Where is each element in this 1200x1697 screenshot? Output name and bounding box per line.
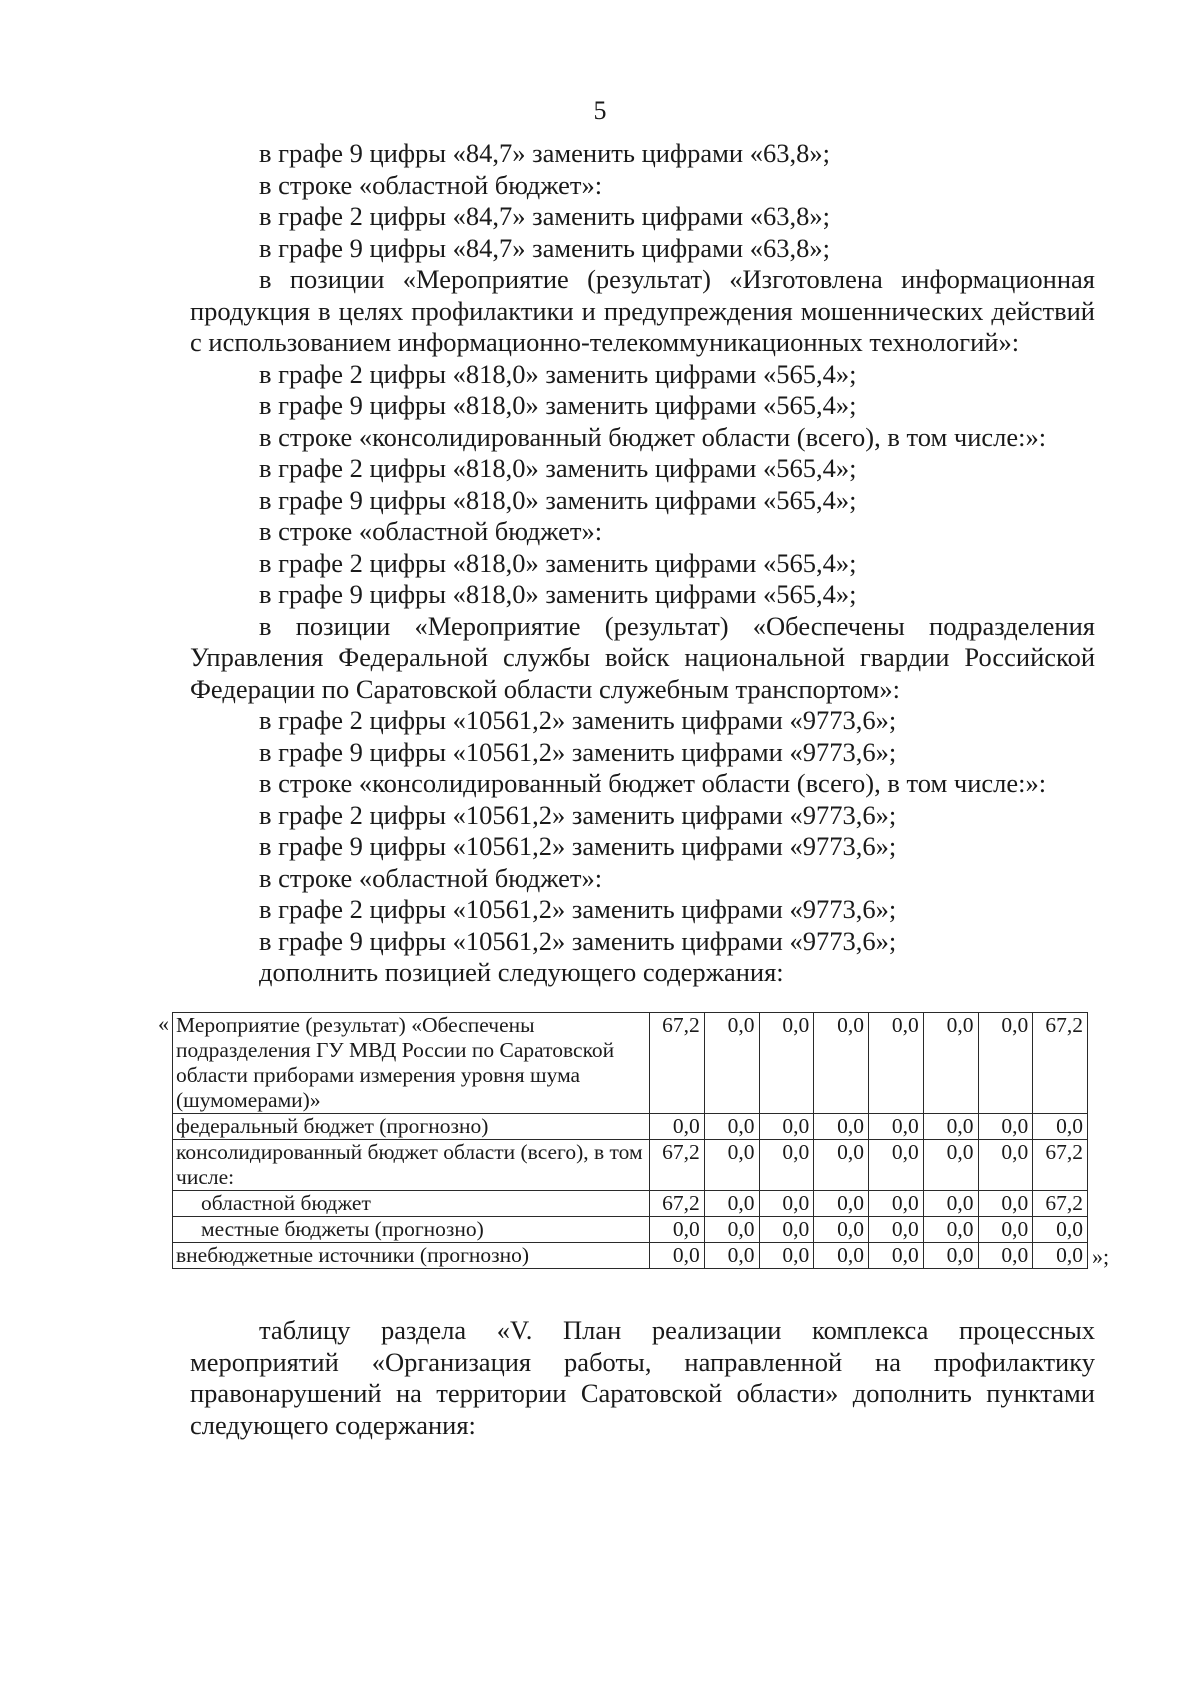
value-cell: 0,0 xyxy=(704,1013,759,1114)
value-cell: 0,0 xyxy=(650,1217,705,1243)
value-cell: 0,0 xyxy=(814,1114,869,1140)
value-cell: 0,0 xyxy=(978,1243,1033,1269)
table-row xyxy=(173,1217,1088,1243)
paragraph-plan-section: таблицу раздела «V. План реализации комплекса процессных мероприятий «Организация работы, направленной на профилактику правонарушений на территории Саратовской области» дополнить пунктами следующего содержания: xyxy=(190,1315,1095,1440)
value-cell: 67,2 xyxy=(1033,1013,1088,1114)
table-row xyxy=(173,1114,1088,1140)
value-cell: 0,0 xyxy=(704,1114,759,1140)
value-cell: 0,0 xyxy=(978,1140,1033,1191)
table-row xyxy=(173,1243,1088,1269)
text-line: в графе 9 цифры «10561,2» заменить цифрами «9773,6»; xyxy=(259,925,897,956)
text-line: в графе 9 цифры «818,0» заменить цифрами «565,4»; xyxy=(259,579,857,609)
value-cell: 0,0 xyxy=(814,1140,869,1191)
text-line: в строке «консолидированный бюджет области (всего), в том числе:»: xyxy=(259,768,1047,798)
value-cell: 0,0 xyxy=(814,1013,869,1114)
value-cell: 0,0 xyxy=(1033,1114,1088,1140)
text-line: в графе 2 цифры «10561,2» заменить цифрами «9773,6»; xyxy=(259,799,897,830)
table-row xyxy=(173,1013,1088,1114)
value-cell: 0,0 xyxy=(923,1191,978,1217)
value-cell: 0,0 xyxy=(923,1243,978,1269)
text-line: дополнить позицией следующего содержания: xyxy=(259,957,784,987)
text-line: в графе 9 цифры «818,0» заменить цифрами «565,4»; xyxy=(259,484,857,515)
value-cell: 0,0 xyxy=(759,1217,814,1243)
text-line: в графе 2 цифры «84,7» заменить цифрами «63,8»; xyxy=(259,201,830,231)
paragraph-position-info-products: в позиции «Мероприятие (результат) «Изготовлена информационная продукция в целях профилактики и предупреждения мошеннических действий с использованием информационно-телекоммуникационных технологий»: xyxy=(190,264,1095,357)
value-cell: 0,0 xyxy=(923,1114,978,1140)
value-cell: 0,0 xyxy=(814,1191,869,1217)
value-cell: 0,0 xyxy=(869,1243,924,1269)
page-number: 5 xyxy=(593,96,607,125)
value-cell: 0,0 xyxy=(923,1217,978,1243)
value-cell: 0,0 xyxy=(1033,1217,1088,1243)
value-cell: 0,0 xyxy=(869,1013,924,1114)
row-label: консолидированный бюджет области (всего), в том числе: xyxy=(173,1140,650,1191)
budget-table xyxy=(172,1012,1088,1269)
value-cell: 0,0 xyxy=(869,1114,924,1140)
text-line: в графе 2 цифры «818,0» заменить цифрами «565,4»; xyxy=(259,358,857,389)
value-cell: 0,0 xyxy=(704,1243,759,1269)
value-cell: 0,0 xyxy=(814,1217,869,1243)
value-cell: 0,0 xyxy=(759,1243,814,1269)
value-cell: 0,0 xyxy=(978,1114,1033,1140)
value-cell: 0,0 xyxy=(759,1013,814,1114)
value-cell: 67,2 xyxy=(1033,1191,1088,1217)
value-cell: 0,0 xyxy=(759,1114,814,1140)
value-cell: 67,2 xyxy=(650,1140,705,1191)
value-cell: 0,0 xyxy=(704,1140,759,1191)
text-line: в графе 9 цифры «818,0» заменить цифрами «565,4»; xyxy=(259,390,857,420)
value-cell: 0,0 xyxy=(704,1217,759,1243)
text-line: в графе 2 цифры «818,0» заменить цифрами «565,4»; xyxy=(259,453,857,483)
value-cell: 0,0 xyxy=(923,1140,978,1191)
text-line: в графе 2 цифры «818,0» заменить цифрами «565,4»; xyxy=(259,547,857,578)
value-cell: 67,2 xyxy=(1033,1140,1088,1191)
text-line: в графе 2 цифры «10561,2» заменить цифрами «9773,6»; xyxy=(259,894,897,924)
row-label: федеральный бюджет (прогнозно) xyxy=(173,1114,650,1140)
table-row xyxy=(173,1140,1088,1191)
value-cell: 0,0 xyxy=(978,1217,1033,1243)
value-cell: 67,2 xyxy=(650,1191,705,1217)
text-line: в графе 2 цифры «10561,2» заменить цифрами «9773,6»; xyxy=(259,705,897,735)
budget-table-wrapper xyxy=(158,1011,1110,1269)
value-cell: 0,0 xyxy=(923,1013,978,1114)
table-open-quote: « xyxy=(158,1011,169,1036)
table-close-quote: »; xyxy=(1092,1244,1110,1269)
value-cell: 0,0 xyxy=(650,1114,705,1140)
text-line: в строке «областной бюджет»: xyxy=(259,516,603,546)
row-label: местные бюджеты (прогнозно) xyxy=(173,1217,650,1243)
text-line: в строке «областной бюджет»: xyxy=(259,862,603,893)
row-label: Мероприятие (результат) «Обеспечены подразделения ГУ МВД России по Саратовской области приборами измерения уровня шума (шумомерами)» xyxy=(173,1013,650,1114)
closing-paragraph-wrapper xyxy=(190,1315,1095,1441)
value-cell: 0,0 xyxy=(814,1243,869,1269)
value-cell: 0,0 xyxy=(869,1191,924,1217)
value-cell: 0,0 xyxy=(869,1217,924,1243)
text-line: в строке «областной бюджет»: xyxy=(259,169,603,200)
value-cell: 0,0 xyxy=(759,1191,814,1217)
text-line: в графе 9 цифры «84,7» заменить цифрами «63,8»; xyxy=(259,232,830,263)
value-cell: 67,2 xyxy=(650,1013,705,1114)
value-cell: 0,0 xyxy=(759,1140,814,1191)
value-cell: 0,0 xyxy=(869,1140,924,1191)
document-body xyxy=(190,138,1095,989)
row-label: областной бюджет xyxy=(173,1191,650,1217)
value-cell: 0,0 xyxy=(1033,1243,1088,1269)
row-label: внебюджетные источники (прогнозно) xyxy=(173,1243,650,1269)
paragraph-position-transport: в позиции «Мероприятие (результат) «Обеспечены подразделения Управления Федеральной службы войск национальной гвардии Российской Федерации по Саратовской области служебным транспортом»: xyxy=(190,610,1095,704)
text-line: в графе 9 цифры «10561,2» заменить цифрами «9773,6»; xyxy=(259,831,897,861)
value-cell: 0,0 xyxy=(978,1191,1033,1217)
table-row xyxy=(173,1191,1088,1217)
value-cell: 0,0 xyxy=(704,1191,759,1217)
value-cell: 0,0 xyxy=(650,1243,705,1269)
text-line: в графе 9 цифры «10561,2» заменить цифрами «9773,6»; xyxy=(259,736,897,767)
value-cell: 0,0 xyxy=(978,1013,1033,1114)
text-line: в строке «консолидированный бюджет области (всего), в том числе:»: xyxy=(259,421,1047,452)
text-line: в графе 9 цифры «84,7» заменить цифрами «63,8»; xyxy=(259,138,830,168)
